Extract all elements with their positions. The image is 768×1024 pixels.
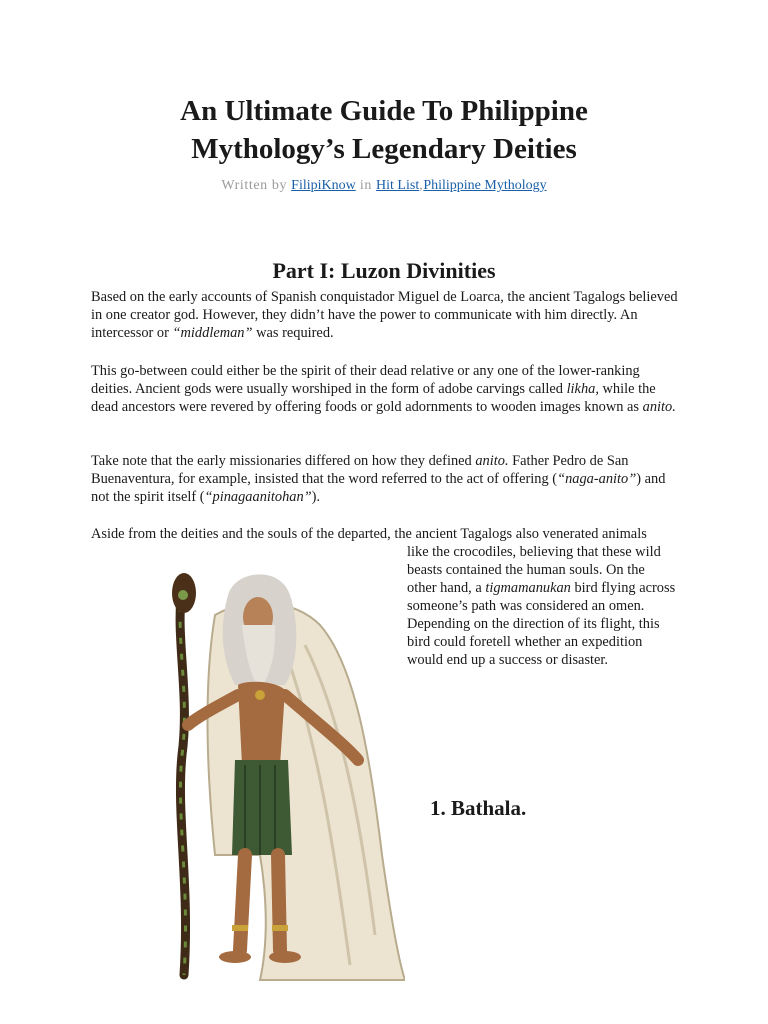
p4-em-tigmamanukan: tigmamanukan xyxy=(485,580,571,596)
paragraph-4-line-1: Aside from the deities and the souls of the departed, the ancient Tagalogs also venerated animals xyxy=(91,526,647,542)
p4-text-a: like the crocodiles, believing that these wild beasts contained the human souls. On the other hand, a xyxy=(407,544,661,596)
author-link[interactable]: FilipiKnow xyxy=(291,178,356,193)
p1-em: “middleman” xyxy=(172,325,253,341)
p3-em-naga-anito: “naga-anito” xyxy=(557,471,637,487)
category-separator: , xyxy=(419,178,424,193)
deity-name: Bathala. xyxy=(451,796,527,820)
staff xyxy=(172,573,196,975)
p3-text-c: ) and not the spirit itself ( xyxy=(91,471,666,505)
p3-text-d: ). xyxy=(311,489,321,505)
paragraph-4-wrapped xyxy=(407,543,677,669)
p1-text-a: Based on the early accounts of Spanish conquistador Miguel de Loarca, the ancient Tagalogs believed in one creator god. However, they didn’t have the power to communicate with him directly. An intercessor or xyxy=(91,289,678,341)
p2-em-anito: anito. xyxy=(642,399,676,415)
p3-em-pinagaanitohan: “pinagaanitohan” xyxy=(204,489,312,505)
bathala-illustration xyxy=(120,555,405,985)
p3-em-anito: anito. xyxy=(475,453,509,469)
p4-text-b: bird flying across someone’s path was considered an omen. Depending on the direction of its flight, this bird could foretell whether an expedition would end up a success or disaster. xyxy=(407,580,676,668)
deity-number: 1. xyxy=(430,796,446,820)
p1-text-b: was required. xyxy=(252,325,334,341)
p3-text-a: Take note that the early missionaries differed on how they defined xyxy=(91,453,476,469)
p2-em-likha: likha, xyxy=(566,381,599,397)
byline xyxy=(0,178,768,194)
title-line-1: An Ultimate Guide To Philippine xyxy=(180,95,588,127)
p3-text-b: Father Pedro de San Buenaventura, for example, insisted that the word referred to the act of offering ( xyxy=(91,453,629,487)
title-line-2: Mythology’s Legendary Deities xyxy=(191,133,577,165)
category-link-philippine-mythology[interactable]: Philippine Mythology xyxy=(423,178,547,193)
byline-prefix: Written by xyxy=(221,178,292,193)
paragraph-1 xyxy=(91,288,681,342)
paragraph-2 xyxy=(91,362,681,416)
article-title xyxy=(0,92,768,168)
skirt xyxy=(232,760,292,855)
category-link-hit-list[interactable]: Hit List xyxy=(376,178,420,193)
p2-text-b: while the dead ancestors were revered by offering foods or gold adornments to wooden images known as xyxy=(91,381,656,415)
paragraph-3 xyxy=(91,452,681,506)
byline-in: in xyxy=(355,178,377,193)
p2-text-a: This go-between could either be the spirit of their dead relative or any one of the lower-ranking deities. Ancient gods were usually worshiped in the form of adobe carvings called xyxy=(91,363,640,397)
section-heading: Part I: Luzon Divinities xyxy=(272,258,496,283)
deity-heading xyxy=(430,796,526,821)
